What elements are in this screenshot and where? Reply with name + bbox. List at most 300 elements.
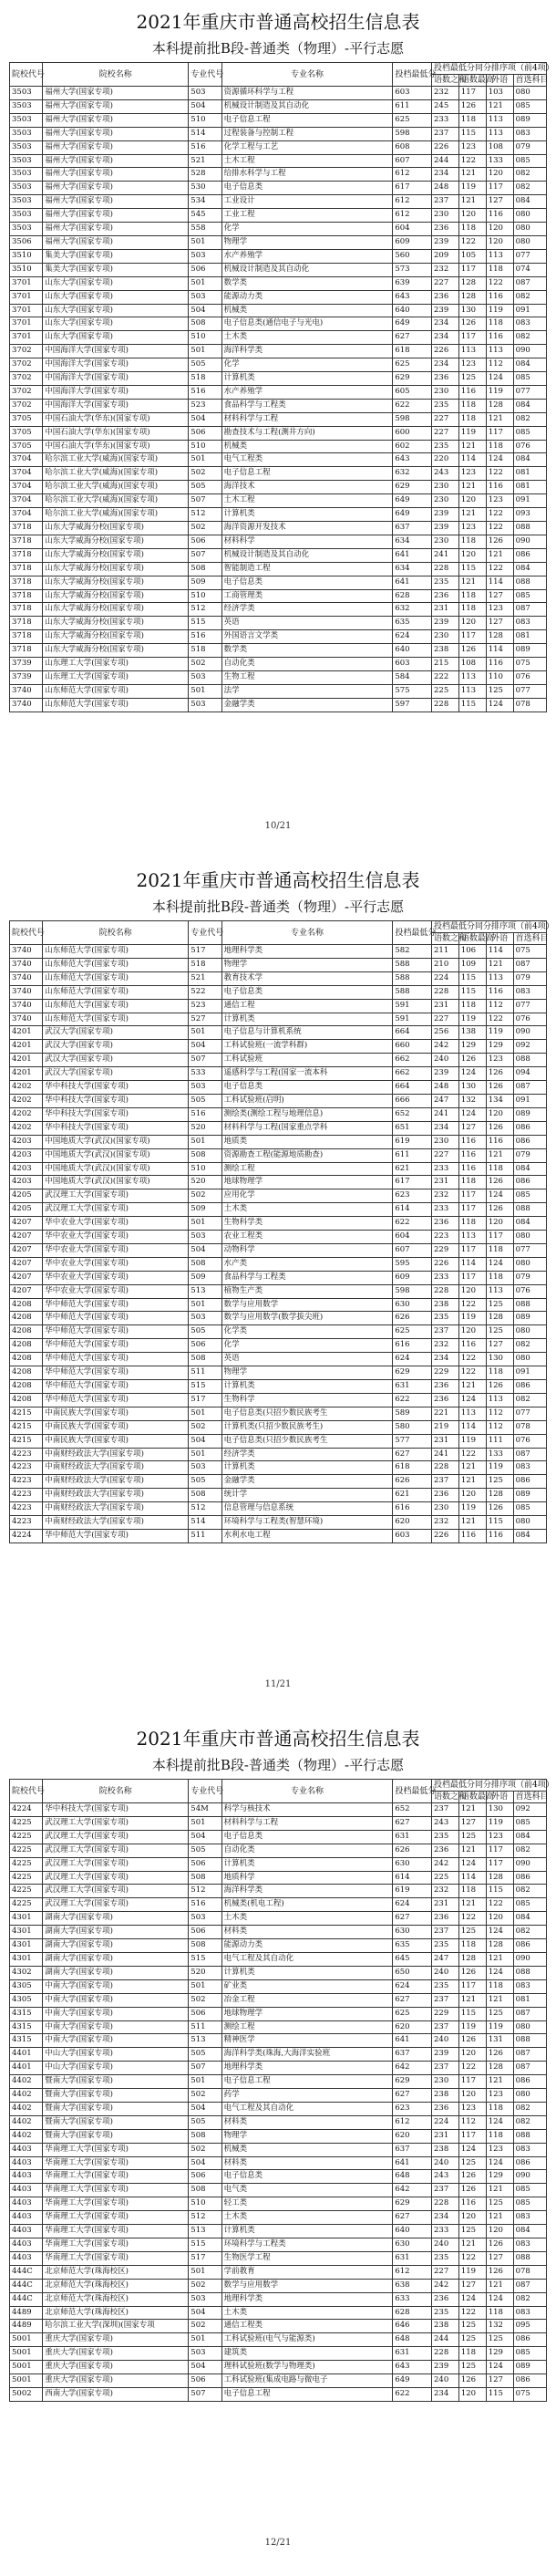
table-cell: 075: [513, 945, 546, 959]
table-cell: 120: [458, 2387, 486, 2401]
table-cell: 华中农业大学(国家专项): [43, 1284, 189, 1298]
table-cell: 598: [393, 127, 432, 140]
table-cell: 118: [458, 999, 486, 1013]
table-cell: 125: [486, 1475, 513, 1489]
table-cell: 山东理工大学(国家专项): [43, 658, 189, 671]
table-cell: 120: [486, 2225, 513, 2238]
table-cell: 3701: [10, 331, 43, 345]
table-cell: 海洋科学类: [221, 1885, 393, 1898]
table-cell: 227: [432, 1148, 459, 1162]
table-cell: 121: [458, 576, 486, 589]
table-row: [10, 698, 547, 712]
table-cell: 502: [189, 2143, 221, 2156]
table-cell: 239: [432, 2048, 459, 2062]
table-cell: 建筑类: [221, 2347, 393, 2361]
table-cell: 649: [393, 317, 432, 331]
table-cell: 3740: [10, 684, 43, 698]
table-cell: 239: [432, 2361, 459, 2374]
table-cell: 503: [189, 1912, 221, 1926]
table-cell: 电子信息类: [221, 182, 393, 195]
table-cell: 4225: [10, 1830, 43, 1844]
table-cell: 247: [432, 1952, 459, 1966]
table-cell: 119: [486, 304, 513, 317]
table-cell: 4203: [10, 1162, 43, 1176]
table-cell: 117: [458, 1243, 486, 1257]
table-cell: 3503: [10, 140, 43, 154]
table-cell: 117: [458, 263, 486, 276]
table-cell: 山东大学威海分校(国家专项): [43, 589, 189, 603]
page-3: [0, 1717, 556, 2575]
table-cell: 中国石油大学(华东)(国家专项): [43, 412, 189, 426]
table-cell: 506: [189, 1339, 221, 1353]
table-row: [10, 1217, 547, 1231]
table-row: [10, 1407, 547, 1420]
table-cell: 中南财经政法大学(国家专项): [43, 1461, 189, 1475]
table-row: [10, 1529, 547, 1542]
table-cell: 128: [458, 276, 486, 290]
table-cell: 083: [513, 1979, 546, 1993]
table-cell: 516: [189, 1898, 221, 1912]
header-min-score: 投档最低分: [393, 921, 432, 945]
table-row: [10, 345, 547, 358]
table-cell: 121: [486, 1952, 513, 1966]
table-cell: 华中科技大学(国家专项): [43, 1121, 189, 1135]
table-cell: 电子信息类: [221, 1081, 393, 1095]
table-cell: 622: [393, 1393, 432, 1407]
table-cell: 113: [458, 684, 486, 698]
table-cell: 3503: [10, 209, 43, 223]
table-cell: 工科试验班(电气与能源类): [221, 2333, 393, 2347]
table-row: [10, 249, 547, 263]
table-cell: 230: [432, 385, 459, 399]
table-cell: 241: [432, 1107, 459, 1121]
table-cell: 652: [393, 1107, 432, 1121]
table-cell: 121: [458, 1380, 486, 1394]
table-cell: 577: [393, 1434, 432, 1448]
header-min-score: 投档最低分: [393, 1780, 432, 1803]
table-cell: 239: [432, 522, 459, 535]
table-cell: 664: [393, 1081, 432, 1095]
table-cell: 116: [486, 985, 513, 999]
table-cell: 124: [458, 2143, 486, 2156]
table-cell: 地球物理学: [221, 1176, 393, 1189]
table-cell: 128: [486, 2062, 513, 2075]
table-row: [10, 2156, 547, 2170]
table-cell: 619: [393, 1885, 432, 1898]
table-cell: 518: [189, 644, 221, 658]
table-cell: 北京师范大学(珠海校区): [43, 2265, 189, 2279]
table-cell: 504: [189, 2306, 221, 2320]
table-cell: 236: [432, 223, 459, 236]
table-cell: 232: [432, 87, 459, 100]
table-cell: 511: [189, 1366, 221, 1380]
table-cell: 113: [458, 1231, 486, 1244]
table-row: [10, 276, 547, 290]
table-cell: 3503: [10, 154, 43, 168]
table-cell: 609: [393, 1271, 432, 1284]
table-cell: 3701: [10, 290, 43, 304]
table-cell: 119: [486, 385, 513, 399]
table-cell: 123: [486, 603, 513, 617]
table-cell: 619: [393, 1135, 432, 1148]
table-cell: 计算机类: [221, 1857, 393, 1871]
table-cell: 116: [458, 1135, 486, 1148]
table-cell: 666: [393, 1094, 432, 1107]
table-cell: 华中师范大学(国家专项): [43, 1312, 189, 1325]
table-cell: 武汉大学(国家专项): [43, 1067, 189, 1081]
table-cell: 3740: [10, 945, 43, 959]
table-cell: 54M: [189, 1803, 221, 1817]
table-cell: 华南理工大学(国家专项): [43, 2211, 189, 2225]
table-cell: 药学: [221, 2089, 393, 2103]
table-cell: 化学: [221, 358, 393, 372]
table-cell: 4225: [10, 1844, 43, 1857]
table-cell: 山东师范大学(国家专项): [43, 958, 189, 971]
table-cell: 512: [189, 508, 221, 522]
table-cell: 612: [393, 209, 432, 223]
table-cell: 计算机类(只招少数民族考生): [221, 1420, 393, 1434]
table-cell: 501: [189, 1816, 221, 1830]
table-row: [10, 603, 547, 617]
table-cell: 经济学类: [221, 1448, 393, 1461]
table-cell: 工业设计: [221, 195, 393, 209]
table-cell: 121: [486, 2075, 513, 2089]
table-cell: 中南民族大学(国家专项): [43, 1407, 189, 1420]
table-cell: 088: [513, 576, 546, 589]
table-row: [10, 2170, 547, 2184]
table-cell: 503: [189, 1461, 221, 1475]
table-cell: 5001: [10, 2361, 43, 2374]
table-cell: 108: [458, 658, 486, 671]
table-cell: 094: [513, 1067, 546, 1081]
table-cell: 627: [393, 1993, 432, 2007]
table-cell: 123: [458, 358, 486, 372]
table-cell: 武汉理工大学(国家专项): [43, 1871, 189, 1885]
table-cell: 234: [432, 331, 459, 345]
table-cell: 245: [432, 99, 459, 113]
table-row: [10, 1107, 547, 1121]
table-cell: 121: [458, 195, 486, 209]
table-cell: 矿业类: [221, 1979, 393, 1993]
table-cell: 4403: [10, 2184, 43, 2197]
table-cell: 122: [458, 2251, 486, 2265]
table-cell: 086: [513, 1121, 546, 1135]
table-row: [10, 1380, 547, 1394]
table-cell: 075: [513, 2387, 546, 2401]
table-cell: 山东大学(国家专项): [43, 290, 189, 304]
table-cell: 088: [513, 522, 546, 535]
table-cell: 080: [513, 1257, 546, 1271]
table-cell: 240: [432, 2034, 459, 2048]
table-cell: 234: [432, 317, 459, 331]
table-cell: 087: [513, 1081, 546, 1095]
table-cell: 618: [393, 345, 432, 358]
table-cell: 085: [513, 1189, 546, 1203]
table-cell: 118: [486, 317, 513, 331]
table-cell: 126: [486, 535, 513, 548]
table-cell: 中国海洋大学(国家专项): [43, 345, 189, 358]
table-cell: 4201: [10, 1054, 43, 1067]
table-cell: 数学与应用数学(数学拔尖班): [221, 1312, 393, 1325]
table-cell: 084: [513, 1912, 546, 1926]
table-cell: 129: [486, 2170, 513, 2184]
table-cell: 085: [513, 2197, 546, 2211]
table-cell: 088: [513, 2251, 546, 2265]
table-cell: 113: [486, 113, 513, 127]
table-cell: 电子信息类(通信电子与光电): [221, 317, 393, 331]
table-row: [10, 154, 547, 168]
table-cell: 130: [486, 1353, 513, 1366]
table-cell: 517: [189, 945, 221, 959]
table-cell: 118: [458, 399, 486, 412]
table-row: [10, 670, 547, 684]
table-cell: 510: [189, 1162, 221, 1176]
table-cell: 108: [486, 140, 513, 154]
table-cell: 501: [189, 1298, 221, 1312]
table-cell: 533: [189, 1067, 221, 1081]
table-cell: 588: [393, 958, 432, 971]
table-cell: 235: [432, 1939, 459, 1953]
table-cell: 北京师范大学(珠海校区): [43, 2292, 189, 2306]
table-cell: 087: [513, 2279, 546, 2292]
table-row: [10, 2034, 547, 2048]
table-cell: 材料科学: [221, 535, 393, 548]
table-cell: 608: [393, 140, 432, 154]
table-cell: 087: [513, 2007, 546, 2020]
table-cell: 226: [432, 345, 459, 358]
table-cell: 山东大学(国家专项): [43, 317, 189, 331]
table-row: [10, 1816, 547, 1830]
table-cell: 山东大学威海分校(国家专项): [43, 576, 189, 589]
table-cell: 物理学: [221, 958, 393, 971]
table-cell: 231: [432, 603, 459, 617]
table-cell: 243: [432, 1816, 459, 1830]
table-cell: 515: [189, 1952, 221, 1966]
table-row: [10, 1475, 547, 1489]
table-cell: 华中师范大学(国家专项): [43, 1393, 189, 1407]
table-cell: 山东师范大学(国家专项): [43, 698, 189, 712]
table-cell: 3702: [10, 385, 43, 399]
table-cell: 电子信息工程: [221, 467, 393, 481]
table-cell: 502: [189, 658, 221, 671]
table-cell: 哈尔滨工业大学(威海)(国家专项): [43, 467, 189, 481]
table-cell: 505: [189, 1844, 221, 1857]
table-cell: 082: [513, 1393, 546, 1407]
table-cell: 088: [513, 2129, 546, 2143]
table-row: [10, 535, 547, 548]
table-cell: 091: [513, 1094, 546, 1107]
table-cell: 山东大学威海分校(国家专项): [43, 522, 189, 535]
table-cell: 学前教育: [221, 2265, 393, 2279]
page-number: 11/21: [264, 1679, 292, 1689]
table-cell: 240: [432, 2156, 459, 2170]
table-cell: 116: [486, 658, 513, 671]
table-cell: 502: [189, 467, 221, 481]
table-cell: 中山大学(国家专项): [43, 2062, 189, 2075]
table-cell: 226: [432, 1529, 459, 1542]
table-cell: 122: [486, 522, 513, 535]
table-cell: 237: [432, 1926, 459, 1939]
table-cell: 080: [513, 87, 546, 100]
table-cell: 124: [486, 2156, 513, 2170]
table-cell: 资源循环科学与工程: [221, 87, 393, 100]
table-cell: 508: [189, 1871, 221, 1885]
table-cell: 124: [458, 1107, 486, 1121]
table-cell: 084: [513, 358, 546, 372]
table-cell: 自动化类: [221, 658, 393, 671]
table-cell: 湖南大学(国家专项): [43, 1939, 189, 1953]
table-cell: 503: [189, 1312, 221, 1325]
table-cell: 华中师范大学(国家专项): [43, 1529, 189, 1542]
table-cell: 626: [393, 1312, 432, 1325]
table-cell: 武汉大学(国家专项): [43, 1026, 189, 1040]
table-cell: 236: [432, 1912, 459, 1926]
table-cell: 3740: [10, 958, 43, 971]
table-cell: 083: [513, 2211, 546, 2225]
table-cell: 513: [189, 2225, 221, 2238]
table-cell: 计算机类: [221, 1013, 393, 1026]
table-cell: 武汉理工大学(国家专项): [43, 1898, 189, 1912]
table-cell: 117: [486, 1231, 513, 1244]
table-cell: 122: [458, 1298, 486, 1312]
table-cell: 化学类: [221, 1325, 393, 1339]
header-sum-score: 语数之和: [432, 1792, 459, 1803]
table-row: [10, 548, 547, 562]
table-cell: 091: [513, 304, 546, 317]
table-cell: 4203: [10, 1135, 43, 1148]
table-cell: 501: [189, 2333, 221, 2347]
table-cell: 641: [393, 2156, 432, 2170]
table-cell: 122: [458, 2306, 486, 2320]
table-cell: 084: [513, 562, 546, 576]
table-row: [10, 1135, 547, 1148]
table-cell: 087: [513, 276, 546, 290]
table-cell: 228: [432, 1284, 459, 1298]
table-cell: 125: [458, 2225, 486, 2238]
table-cell: 514: [189, 1516, 221, 1530]
table-cell: 511: [189, 2020, 221, 2034]
table-cell: 113: [458, 670, 486, 684]
table-cell: 118: [458, 1939, 486, 1953]
table-cell: 水产养殖学: [221, 249, 393, 263]
table-cell: 612: [393, 2115, 432, 2129]
table-cell: 604: [393, 1231, 432, 1244]
table-cell: 地理科学类: [221, 2062, 393, 2075]
table-cell: 501: [189, 276, 221, 290]
table-cell: 076: [513, 670, 546, 684]
table-cell: 电子信息工程: [221, 113, 393, 127]
table-cell: 088: [513, 1966, 546, 1979]
table-cell: 124: [486, 1926, 513, 1939]
table-row: [10, 195, 547, 209]
table-cell: 食品科学与工程类: [221, 1271, 393, 1284]
table-cell: 华中农业大学(国家专项): [43, 1217, 189, 1231]
table-cell: 外国语言文学类: [221, 630, 393, 644]
table-cell: 武汉理工大学(国家专项): [43, 1189, 189, 1203]
table-cell: 4208: [10, 1325, 43, 1339]
table-cell: 643: [393, 2361, 432, 2374]
table-cell: 4202: [10, 1081, 43, 1095]
table-cell: 628: [393, 589, 432, 603]
table-cell: 115: [486, 1885, 513, 1898]
table-cell: 231: [432, 1176, 459, 1189]
table-cell: 233: [432, 1203, 459, 1217]
table-cell: 238: [432, 2320, 459, 2333]
table-cell: 128: [486, 1489, 513, 1502]
table-cell: 材料类: [221, 2156, 393, 2170]
table-cell: 4402: [10, 2089, 43, 2103]
table-cell: 232: [432, 1189, 459, 1203]
table-cell: 662: [393, 1054, 432, 1067]
header-school-code: 院校代号: [10, 921, 43, 945]
table-cell: 241: [432, 548, 459, 562]
table-cell: 645: [393, 1952, 432, 1966]
table-cell: 4223: [10, 1448, 43, 1461]
table-row: [10, 1939, 547, 1953]
table-cell: 金融学类: [221, 698, 393, 712]
table-cell: 重庆大学(国家专项): [43, 2333, 189, 2347]
table-row: [10, 1420, 547, 1434]
table-cell: 236: [432, 1844, 459, 1857]
table-cell: 641: [393, 576, 432, 589]
table-cell: 642: [393, 2062, 432, 2075]
table-cell: 126: [486, 2265, 513, 2279]
table-cell: 598: [393, 1284, 432, 1298]
table-cell: 631: [393, 1380, 432, 1394]
table-cell: 测绘类(测绘工程与地理信息): [221, 1107, 393, 1121]
table-cell: 504: [189, 1243, 221, 1257]
table-cell: 084: [513, 399, 546, 412]
table-cell: 山东师范大学(国家专项): [43, 684, 189, 698]
table-cell: 118: [486, 263, 513, 276]
table-cell: 640: [393, 2225, 432, 2238]
table-cell: 食品科学与工程类: [221, 399, 393, 412]
table-cell: 华南理工大学(国家专项): [43, 2143, 189, 2156]
table-cell: 124: [486, 2361, 513, 2374]
table-cell: 124: [458, 1393, 486, 1407]
table-row: [10, 2225, 547, 2238]
table-cell: 234: [432, 1353, 459, 1366]
table-cell: 112: [486, 1420, 513, 1434]
table-cell: 621: [393, 1162, 432, 1176]
table-cell: 508: [189, 1257, 221, 1271]
table-cell: 504: [189, 99, 221, 113]
table-cell: 224: [432, 971, 459, 985]
table-row: [10, 2361, 547, 2374]
table-row: [10, 1926, 547, 1939]
table-cell: 515: [189, 2238, 221, 2252]
table-cell: 中国石油大学(华东)(国家专项): [43, 426, 189, 440]
table-cell: 516: [189, 385, 221, 399]
table-cell: 4207: [10, 1243, 43, 1257]
table-cell: 502: [189, 2089, 221, 2103]
table-cell: 教育技术学: [221, 971, 393, 985]
table-cell: 226: [432, 1257, 459, 1271]
table-cell: 083: [513, 1461, 546, 1475]
table-cell: 643: [393, 290, 432, 304]
table-cell: 503: [189, 87, 221, 100]
table-cell: 237: [432, 1475, 459, 1489]
table-cell: 089: [513, 1107, 546, 1121]
table-cell: 248: [432, 182, 459, 195]
table-cell: 118: [486, 1162, 513, 1176]
table-cell: 3704: [10, 481, 43, 494]
table-cell: 080: [513, 2020, 546, 2034]
table-cell: 617: [393, 1176, 432, 1189]
table-cell: 121: [486, 958, 513, 971]
table-cell: 121: [458, 1475, 486, 1489]
table-cell: 3740: [10, 971, 43, 985]
